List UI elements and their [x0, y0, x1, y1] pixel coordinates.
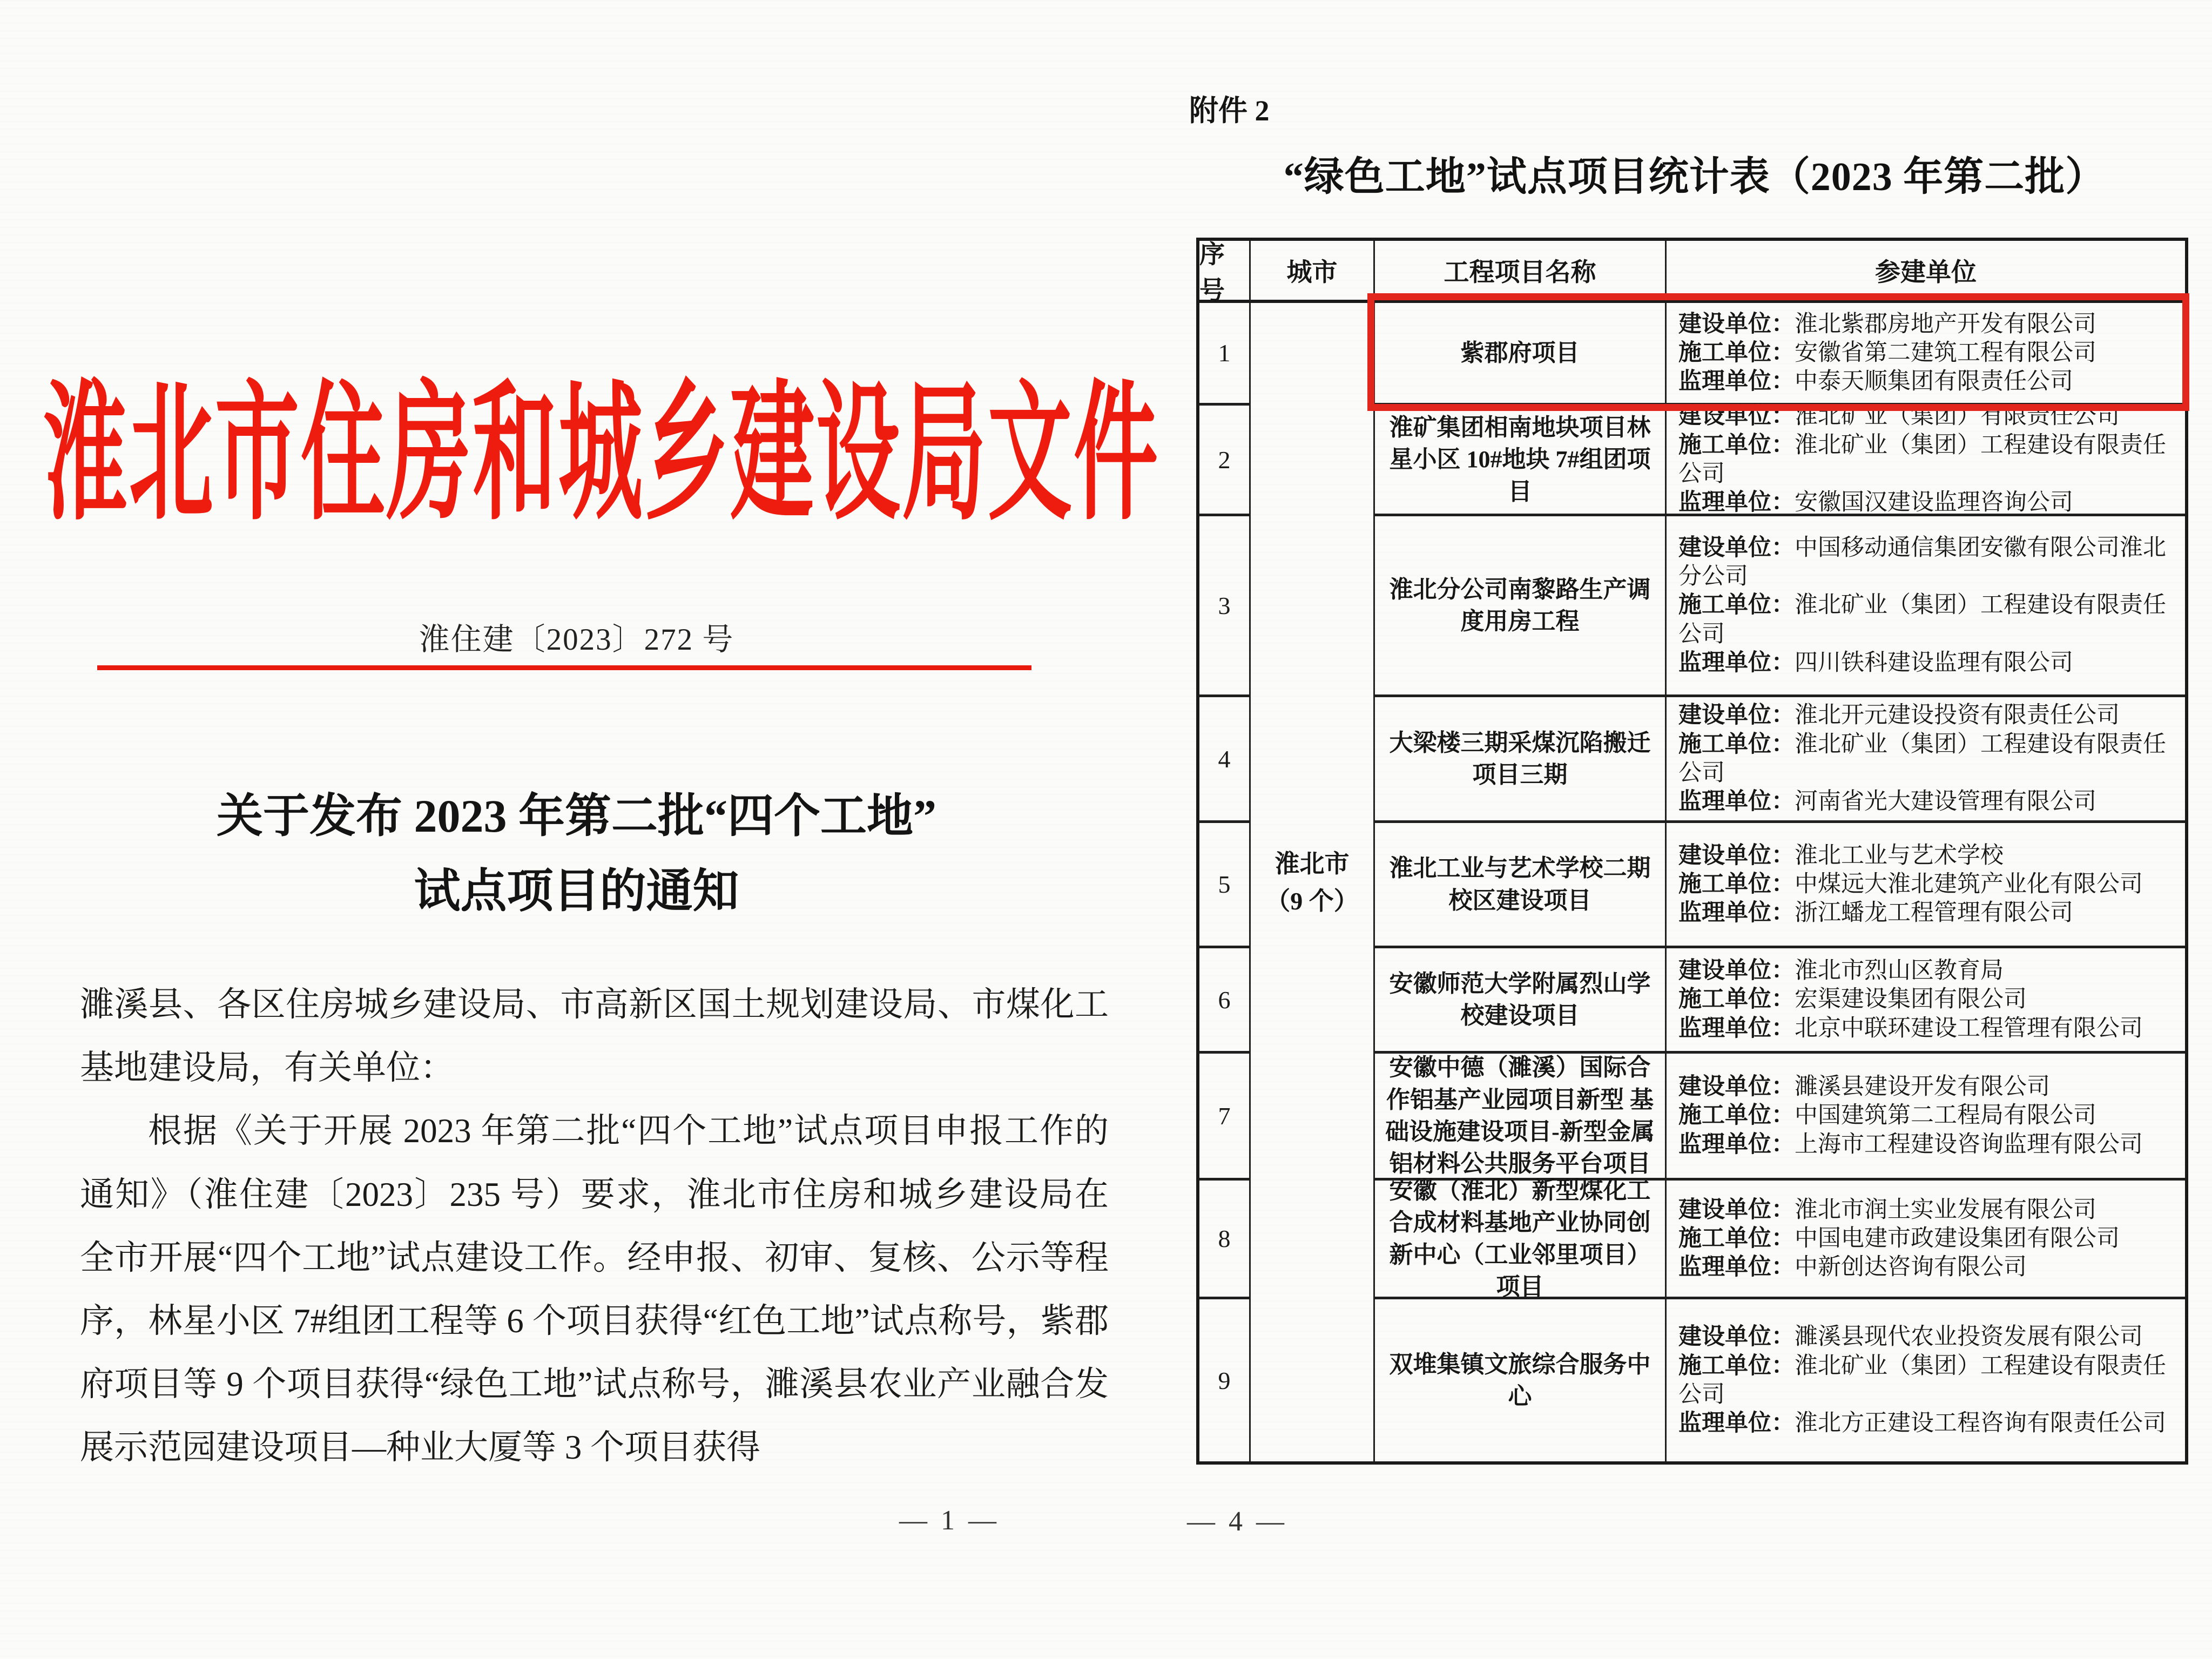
unit-name: 安徽省第二建筑工程有限公司: [1795, 340, 2096, 366]
participants-cell: [1667, 697, 2185, 823]
participants-cell: [1667, 516, 2185, 697]
participants-cell: [1667, 1181, 2185, 1299]
unit-label: 施工单位：: [1678, 432, 1795, 458]
salutation-paragraph: 濉溪县、各区住房城乡建设局、市高新区国土规划建设局、市煤化工基地建设局，有关单位：: [80, 986, 1109, 1087]
participants-cell: [1667, 823, 2185, 948]
unit-name: 中新创达咨询有限公司: [1795, 1255, 2027, 1280]
project-name: 安徽中德（濉溪）国际合作铝基产业园项目新型 基础设施建设项目-新型金属铝材料公共服务平台项目: [1375, 1054, 1667, 1181]
unit-line: [1678, 1253, 2027, 1282]
unit-name: 濉溪县建设开发有限公司: [1795, 1074, 2050, 1100]
unit-line: [1678, 899, 2073, 927]
agency-masthead: 淮北市住房和城乡建设局文件: [43, 371, 1159, 538]
col-header-serial: 序号: [1199, 241, 1251, 303]
project-name: 淮矿集团相南地块项目林星小区 10#地块 7#组团项目: [1375, 406, 1667, 516]
unit-name: 中国电建市政建设集团有限公司: [1795, 1225, 2120, 1251]
unit-label: 建设单位：: [1678, 1074, 1795, 1100]
unit-label: 监理单位：: [1678, 1255, 1795, 1280]
unit-line: [1678, 1101, 2096, 1130]
unit-label: 建设单位：: [1678, 403, 1795, 429]
unit-name: 河南省光大建设管理有限公司: [1795, 789, 2096, 815]
city-cell: [1251, 303, 1375, 1461]
body-paragraph: 根据《关于开展 2023 年第二批“四个工地”试点项目申报工作的通知》（淮住建〔2023〕235 号）要求，淮北市住房和城乡建设局在全市开展“四个工地”试点建设工作。经申报、初审、复核、公示等程序，林星小区 7#组团工程等 6 个项目获得“红色工地”试点称号，紫郡府项目等 9 个项目获得“绿色工地”试点称号，濉溪县农业产业融合发展示范园建设项目—种业大厦等 3 个项目获得: [80, 1112, 1109, 1467]
unit-line: [1678, 701, 2120, 730]
unit-name: 淮北市烈山区教育局: [1795, 958, 2004, 984]
unit-name: 淮北工业与艺术学校: [1795, 842, 2004, 868]
unit-name: 淮北市润土实业发展有限公司: [1795, 1197, 2096, 1223]
unit-label: 监理单位：: [1678, 900, 1795, 926]
participants-cell: [1667, 1054, 2185, 1181]
row-serial: 6: [1199, 948, 1251, 1054]
notice-body: [80, 973, 1109, 1479]
unit-line: [1678, 534, 2181, 591]
unit-name: 中泰天顺集团有限责任公司: [1795, 369, 2073, 395]
table-title: “绿色工地”试点项目统计表（2023 年第二批）: [1283, 155, 2106, 199]
project-name: 大梁楼三期采煤沉陷搬迁项目三期: [1375, 697, 1667, 823]
row-serial: 5: [1199, 823, 1251, 948]
city-count: （9 个）: [1265, 887, 1359, 915]
page-number-left: — 1 —: [899, 1505, 1000, 1536]
col-header-participants: 参建单位: [1667, 241, 2185, 303]
unit-name: 宏渠建设集团有限公司: [1795, 987, 2027, 1013]
unit-line: [1678, 1196, 2096, 1224]
unit-name: 中煤远大淮北建筑产业化有限公司: [1795, 871, 2143, 897]
unit-line: [1678, 1409, 2166, 1438]
unit-label: 监理单位：: [1678, 650, 1795, 676]
unit-name: 中国建筑第二工程局有限公司: [1795, 1103, 2096, 1129]
unit-label: 建设单位：: [1678, 1197, 1795, 1223]
unit-line: [1678, 1130, 2143, 1159]
city-name: 淮北市: [1274, 849, 1350, 878]
unit-label: 监理单位：: [1678, 1131, 1795, 1157]
unit-name: 浙江蟠龙工程管理有限公司: [1795, 900, 2073, 926]
unit-line: [1678, 649, 2073, 677]
unit-label: 建设单位：: [1678, 535, 1795, 561]
unit-label: 施工单位：: [1678, 1225, 1795, 1251]
unit-label: 施工单位：: [1678, 731, 1795, 757]
unit-line: [1678, 1073, 2050, 1101]
unit-name: 淮北紫郡房地产开发有限公司: [1795, 311, 2096, 337]
unit-line: [1678, 488, 2073, 517]
unit-label: 监理单位：: [1678, 1015, 1795, 1041]
unit-name: 淮北矿业（集团）工程建设有限责任公司: [1678, 731, 2166, 786]
project-name: 淮北分公司南黎路生产调度用房工程: [1375, 516, 1667, 697]
unit-name: 中国移动通信集团安徽有限公司淮北分公司: [1678, 535, 2166, 590]
projects-table: [1196, 238, 2188, 1465]
unit-name: 上海市工程建设咨询监理有限公司: [1795, 1131, 2143, 1157]
row-serial: 2: [1199, 406, 1251, 516]
unit-label: 施工单位：: [1678, 1353, 1795, 1379]
unit-line: [1678, 956, 2004, 985]
participants-cell: [1667, 403, 2185, 516]
unit-name: 濉溪县现代农业投资发展有限公司: [1795, 1324, 2143, 1350]
participants-cell: [1667, 948, 2185, 1054]
unit-name: 淮北矿业（集团）工程建设有限责任公司: [1678, 592, 2166, 647]
unit-name: 安徽国汉建设监理咨询公司: [1795, 490, 2073, 516]
unit-name: 淮北开元建设投资有限责任公司: [1795, 703, 2120, 729]
unit-label: 施工单位：: [1678, 1103, 1795, 1129]
unit-line: [1678, 870, 2143, 899]
project-name: 淮北工业与艺术学校二期校区建设项目: [1375, 823, 1667, 948]
row-serial: 7: [1199, 1054, 1251, 1181]
col-header-city: 城市: [1251, 241, 1375, 303]
unit-label: 建设单位：: [1678, 703, 1795, 729]
unit-line: [1678, 787, 2096, 816]
unit-line: [1678, 591, 2181, 649]
unit-name: 淮北矿业（集团）工程建设有限责任公司: [1678, 1353, 2166, 1407]
row-serial: 1: [1199, 303, 1251, 406]
document-number: 淮住建〔2023〕272 号: [419, 623, 734, 657]
page-number-right: — 4 —: [1187, 1506, 1287, 1537]
unit-line: [1678, 841, 2004, 870]
col-header-project: 工程项目名称: [1375, 241, 1667, 303]
unit-label: 施工单位：: [1678, 592, 1795, 618]
row-serial: 3: [1199, 516, 1251, 697]
unit-line: [1678, 985, 2027, 1014]
project-name: 安徽（淮北）新型煤化工合成材料基地产业协同创新中心（工业邻里项目）项目: [1375, 1181, 1667, 1299]
project-name: 双堆集镇文旅综合服务中心: [1375, 1299, 1667, 1461]
unit-name: 四川铁科建设监理有限公司: [1795, 650, 2073, 676]
unit-line: [1678, 1323, 2143, 1351]
unit-line: [1678, 1224, 2120, 1253]
notice-title-line2: 试点项目的通知: [414, 865, 739, 918]
participants-cell: [1667, 1299, 2185, 1461]
unit-name: 淮北方正建设工程咨询有限责任公司: [1795, 1411, 2166, 1437]
unit-label: 建设单位：: [1678, 958, 1795, 984]
red-divider-rule: [97, 665, 1031, 670]
unit-line: [1678, 730, 2181, 788]
unit-label: 施工单位：: [1678, 871, 1795, 897]
unit-label: 施工单位：: [1678, 340, 1795, 366]
notice-title-line1: 关于发布 2023 年第二批“四个工地”: [217, 790, 936, 842]
unit-label: 监理单位：: [1678, 369, 1795, 395]
unit-label: 监理单位：: [1678, 1411, 1795, 1437]
unit-name: 淮北矿业（集团）有限责任公司: [1795, 403, 2120, 429]
unit-label: 建设单位：: [1678, 1324, 1795, 1350]
unit-label: 监理单位：: [1678, 789, 1795, 815]
unit-line: [1678, 1352, 2181, 1410]
project-name: 紫郡府项目: [1375, 303, 1667, 406]
unit-name: 淮北矿业（集团）工程建设有限责任公司: [1678, 432, 2166, 487]
notice-title: [43, 779, 1110, 929]
unit-label: 建设单位：: [1678, 311, 1795, 337]
row-serial: 4: [1199, 697, 1251, 823]
unit-label: 建设单位：: [1678, 842, 1795, 868]
red-highlight-box: [1367, 293, 2189, 411]
notice-page: [43, 0, 1159, 1659]
unit-line: [1678, 1014, 2143, 1043]
unit-label: 施工单位：: [1678, 987, 1795, 1013]
unit-name: 北京中联环建设工程管理有限公司: [1795, 1015, 2143, 1041]
unit-line: [1678, 431, 2181, 489]
unit-label: 监理单位：: [1678, 490, 1795, 516]
attachment-label: 附件 2: [1189, 95, 1270, 127]
row-serial: 9: [1199, 1299, 1251, 1461]
attachment-page: [1177, 0, 2212, 1659]
project-name: 安徽师范大学附属烈山学校建设项目: [1375, 948, 1667, 1054]
row-serial: 8: [1199, 1181, 1251, 1299]
